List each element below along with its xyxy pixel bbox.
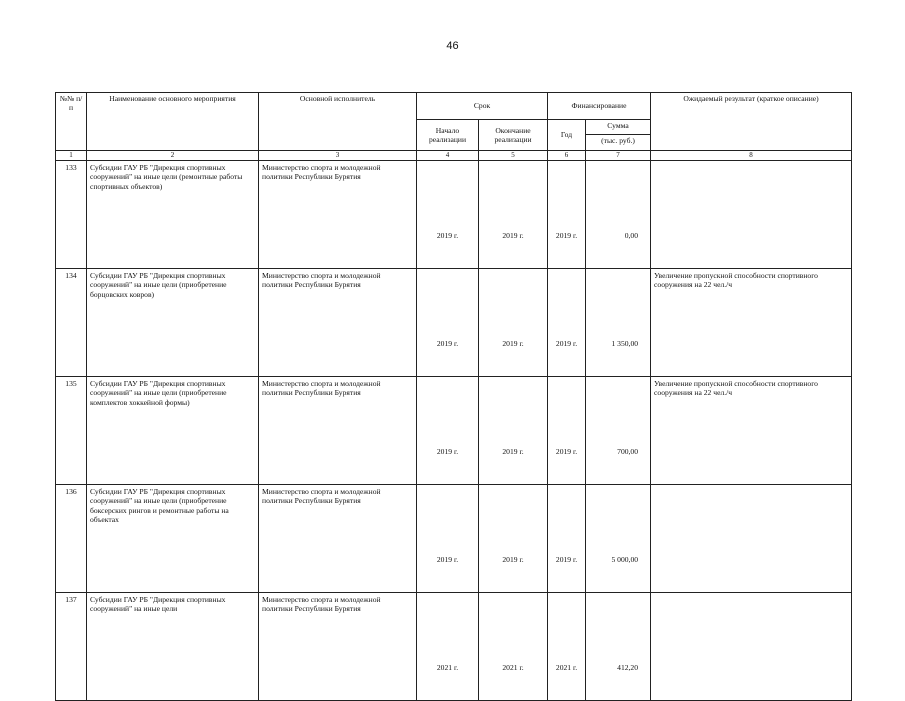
column-number: 1	[56, 151, 87, 161]
executor: Министерство спорта и молодежной политики Республики Бурятия	[259, 269, 417, 377]
term-start: 2019 г.	[417, 377, 479, 485]
activity-name: Субсидии ГАУ РБ "Дирекция спортивных сооружений" на иные цели (ремонтные работы спортивных объектов)	[87, 161, 259, 269]
executor: Министерство спорта и молодежной политики Республики Бурятия	[259, 377, 417, 485]
column-number: 3	[259, 151, 417, 161]
activity-name: Субсидии ГАУ РБ "Дирекция спортивных сооружений" на иные цели (приобретение комплектов хоккейной формы)	[87, 377, 259, 485]
financing-year: 2019 г.	[548, 269, 586, 377]
row-number: 133	[56, 161, 87, 269]
financing-sum: 0,00	[586, 161, 651, 269]
header-sum: Сумма	[586, 120, 651, 135]
financing-sum: 1 350,00	[586, 269, 651, 377]
row-number: 134	[56, 269, 87, 377]
column-number: 5	[479, 151, 548, 161]
term-end: 2019 г.	[479, 161, 548, 269]
row-number: 137	[56, 593, 87, 701]
header-num: №№ п/п	[56, 93, 87, 151]
term-end: 2019 г.	[479, 377, 548, 485]
expected-result	[651, 161, 852, 269]
header-term: Срок	[417, 93, 548, 120]
column-number: 7	[586, 151, 651, 161]
header-name: Наименование основного мероприятия	[87, 93, 259, 151]
expected-result	[651, 485, 852, 593]
financing-year: 2019 г.	[548, 377, 586, 485]
table-row	[56, 161, 852, 269]
header-executor: Основной исполнитель	[259, 93, 417, 151]
activity-name: Субсидии ГАУ РБ "Дирекция спортивных сооружений" на иные цели (приобретение боксерских рингов и ремонтные работы на объектах	[87, 485, 259, 593]
column-number: 8	[651, 151, 852, 161]
expected-result: Увеличение пропускной способности спортивного сооружения на 22 чел./ч	[651, 377, 852, 485]
executor: Министерство спорта и молодежной политики Республики Бурятия	[259, 593, 417, 701]
page-number: 46	[446, 40, 459, 52]
activities-table	[55, 92, 852, 701]
column-number: 2	[87, 151, 259, 161]
header-term-start: Начало реализации	[417, 120, 479, 151]
table-row	[56, 593, 852, 701]
financing-year: 2019 г.	[548, 485, 586, 593]
term-start: 2021 г.	[417, 593, 479, 701]
row-number: 136	[56, 485, 87, 593]
header-term-end: Окончание реализации	[479, 120, 548, 151]
column-number: 4	[417, 151, 479, 161]
term-start: 2019 г.	[417, 161, 479, 269]
financing-sum: 412,20	[586, 593, 651, 701]
header-financing: Финансирование	[548, 93, 651, 120]
activity-name: Субсидии ГАУ РБ "Дирекция спортивных сооружений" на иные цели (приобретение борцовских ковров)	[87, 269, 259, 377]
header-year: Год	[548, 120, 586, 151]
financing-sum: 5 000,00	[586, 485, 651, 593]
expected-result	[651, 593, 852, 701]
executor: Министерство спорта и молодежной политики Республики Бурятия	[259, 161, 417, 269]
table-row	[56, 377, 852, 485]
header-result: Ожидаемый результат (краткое описание)	[651, 93, 852, 151]
financing-year: 2019 г.	[548, 161, 586, 269]
expected-result: Увеличение пропускной способности спортивного сооружения на 22 чел./ч	[651, 269, 852, 377]
table-header	[56, 93, 852, 151]
column-number: 6	[548, 151, 586, 161]
row-number: 135	[56, 377, 87, 485]
term-end: 2019 г.	[479, 485, 548, 593]
column-numbers-row	[56, 151, 852, 161]
term-start: 2019 г.	[417, 269, 479, 377]
financing-sum: 700,00	[586, 377, 651, 485]
table-row	[56, 269, 852, 377]
executor: Министерство спорта и молодежной политики Республики Бурятия	[259, 485, 417, 593]
term-start: 2019 г.	[417, 485, 479, 593]
header-sum-unit: (тыс. руб.)	[586, 135, 651, 151]
table-body	[56, 151, 852, 701]
term-end: 2019 г.	[479, 269, 548, 377]
financing-year: 2021 г.	[548, 593, 586, 701]
table-row	[56, 485, 852, 593]
activity-name: Субсидии ГАУ РБ "Дирекция спортивных сооружений" на иные цели	[87, 593, 259, 701]
term-end: 2021 г.	[479, 593, 548, 701]
